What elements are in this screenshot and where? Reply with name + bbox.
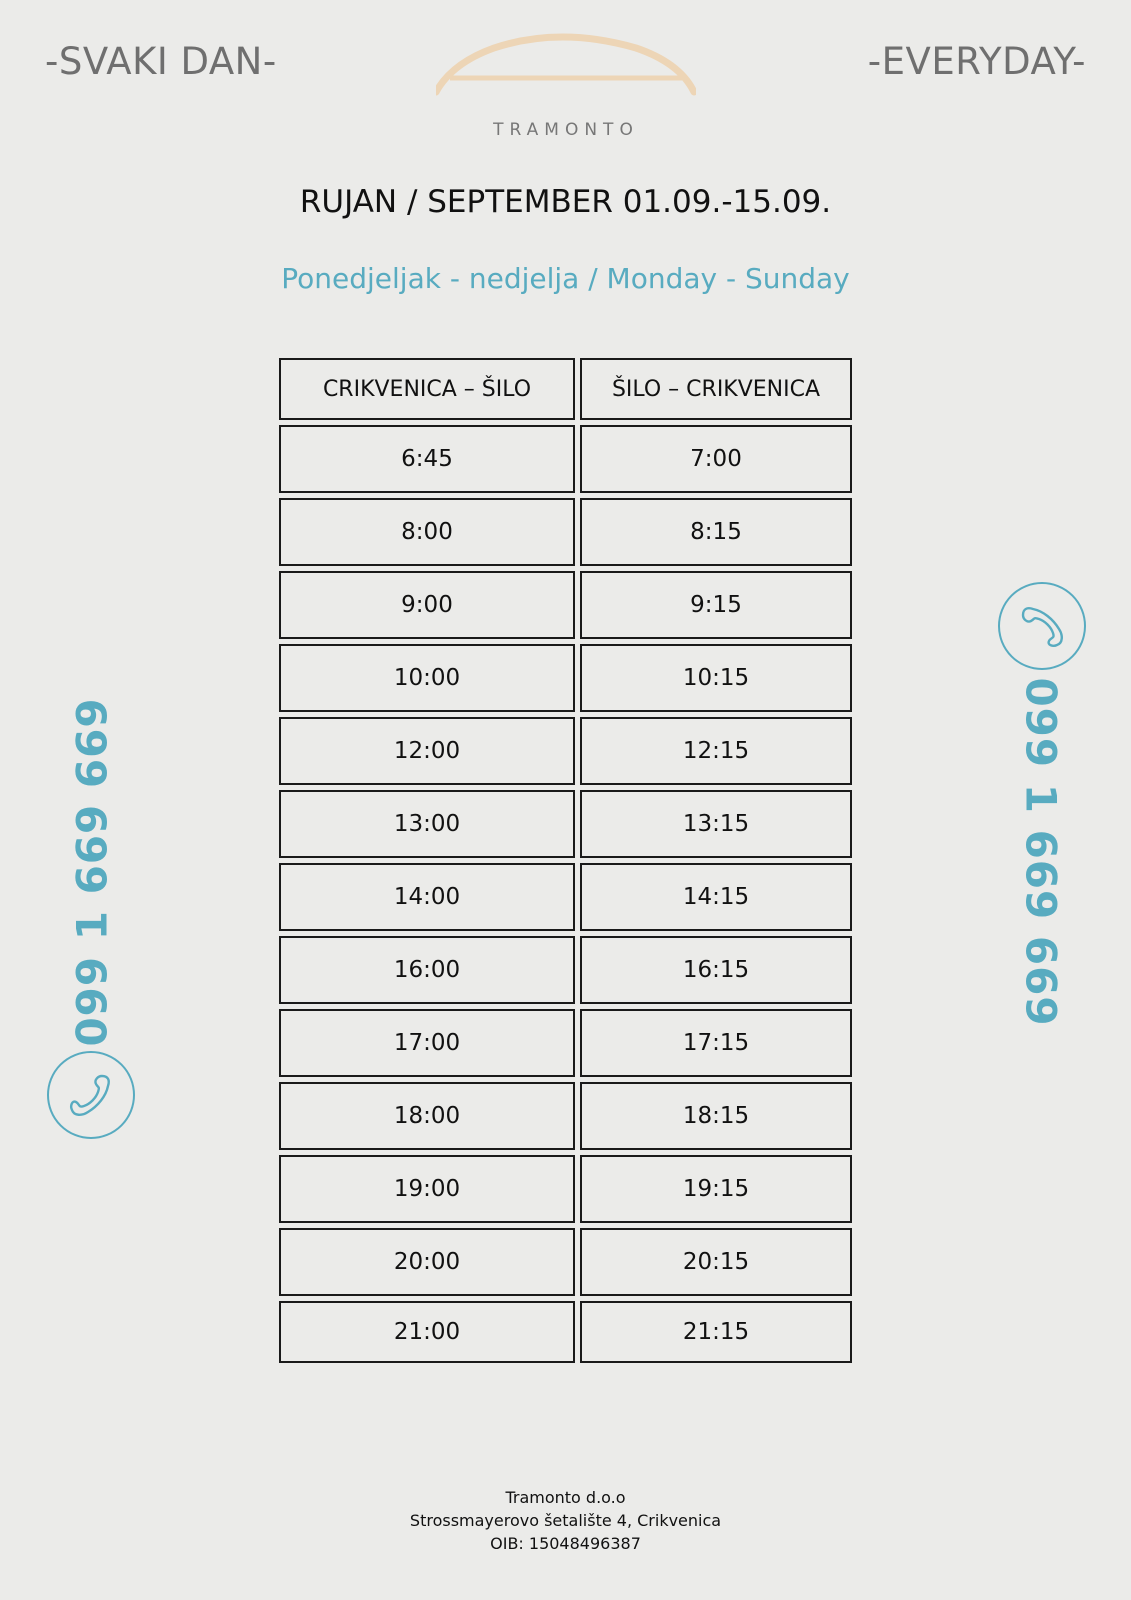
departure-silo: 13:15 [580,790,852,858]
departure-crikvenica: 8:00 [279,498,575,566]
departure-crikvenica: 19:00 [279,1155,575,1223]
departure-silo: 10:15 [580,644,852,712]
brand-name: TRAMONTO [493,120,639,140]
column-header-silo-crikvenica: ŠILO – CRIKVENICA [580,358,852,420]
table-row [279,717,852,785]
departure-crikvenica: 6:45 [279,425,575,493]
departure-silo: 9:15 [580,571,852,639]
table-row [279,1228,852,1296]
phone-number-left[interactable]: 099 1 669 669 [67,697,117,1047]
phone-number-right[interactable]: 099 1 669 669 [1016,677,1066,1027]
departure-crikvenica: 16:00 [279,936,575,1004]
table-row [279,1155,852,1223]
company-name: Tramonto d.o.o [505,1488,626,1507]
departure-crikvenica: 13:00 [279,790,575,858]
phone-icon[interactable] [998,582,1086,670]
table-row [279,790,852,858]
departure-silo: 7:00 [580,425,852,493]
departure-crikvenica: 14:00 [279,863,575,931]
column-header-crikvenica-silo: CRIKVENICA – ŠILO [279,358,575,420]
timetable [274,353,857,1368]
departure-crikvenica: 10:00 [279,644,575,712]
company-address: Strossmayerovo šetalište 4, Crikvenica [409,1511,722,1530]
departure-silo: 8:15 [580,498,852,566]
svaki-dan-label: -SVAKI DAN- [45,40,277,83]
departure-silo: 18:15 [580,1082,852,1150]
table-row [279,863,852,931]
departure-silo: 19:15 [580,1155,852,1223]
departure-crikvenica: 12:00 [279,717,575,785]
tramonto-logo [436,30,696,140]
departure-crikvenica: 18:00 [279,1082,575,1150]
departure-crikvenica: 9:00 [279,571,575,639]
table-row [279,1082,852,1150]
table-row [279,936,852,1004]
table-row [279,1009,852,1077]
phone-icon[interactable] [47,1051,135,1139]
departure-silo: 17:15 [580,1009,852,1077]
table-header-row [279,358,852,420]
departure-crikvenica: 17:00 [279,1009,575,1077]
departure-silo: 14:15 [580,863,852,931]
page-title: RUJAN / SEPTEMBER 01.09.-15.09. [299,184,832,220]
table-row [279,425,852,493]
phone-handset-icon [1017,601,1067,651]
company-oib: OIB: 15048496387 [490,1534,641,1553]
phone-handset-icon [66,1070,116,1120]
footer [0,1486,1131,1555]
table-row [279,644,852,712]
departure-silo: 21:15 [580,1301,852,1363]
table-row [279,1301,852,1363]
departure-silo: 12:15 [580,717,852,785]
everyday-label: -EVERYDAY- [867,40,1086,83]
departure-crikvenica: 21:00 [279,1301,575,1363]
sunset-arc-icon [436,30,696,100]
table-row [279,571,852,639]
departure-silo: 20:15 [580,1228,852,1296]
departure-silo: 16:15 [580,936,852,1004]
days-subtitle: Ponedjeljak - nedjelja / Monday - Sunday [281,262,850,295]
departure-crikvenica: 20:00 [279,1228,575,1296]
table-row [279,498,852,566]
